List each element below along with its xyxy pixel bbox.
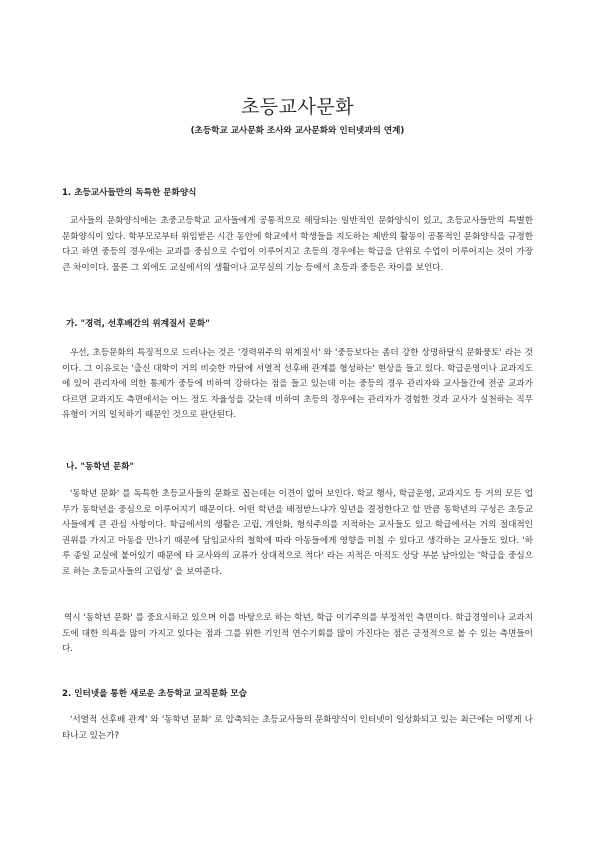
subsection-na-paragraph-2: 역시 '동학년 문화' 를 중요시하고 있으며 이를 바탕으로 하는 학년, 학급 이기주의를 부정적인 측면이다. 학급경영이나 교과지도에 대한 의욕을 많이 가지고 있다는 점과 그를 위한 기인적 연수기회를 많이 가진다는 점은 긍정적으로 볼 수 있는 측면들이다. [62,613,533,655]
subsection-na-heading: 나. "동학년 문화" [66,462,135,472]
subsection-ga-heading: 가. "경력, 선후배간의 위계질서 문화" [66,319,210,329]
section2-paragraph: '서열적 선후배 관계' 와 '동학년 문화' 로 압축되는 초등교사들의 문화양식이 인터넷이 일상화되고 있는 최근에는 어떻게 나타나고 있는가? [62,715,533,741]
subsection-ga-paragraph: 우선, 초등문화의 특징적으로 드러나는 것은 '경력위주의 위계질서' 와 '중등보다는 좀더 강한 상명하달식 문화풍토' 라는 것이다. 그 이유로는 '출신 대학이 거의 비슷한 까닭에 서열적 선후배 관계를 형성하는' 현상을 들고 있다. 학급운영이나 교과지도에 있어 관리자에 의한 통제가 중등에 비하여 강하다는 점을 들고 있는데 이는 중등의 경우 관리자와 교사들간에 전공 교과가 다르면 교과지도 측면에서는 어느 정도 자율성을 갖는데 비하여 초등의 경우에는 관리자가 경험한 것과 교사가 실천하는 직무 유형이 거의 일치하기 때문인 것으로 판단된다. [62,348,533,421]
subsection-na-paragraph-1: '동학년 문화' 를 독특한 초등교사들의 문화로 꼽는데는 이견이 없어 보인다. 학교 행사, 학급운영, 교과지도 등 거의 모든 업무가 동학년을 중심으로 이루어지기 때문이다. 어떤 학년을 배정받느냐가 일년을 결정한다고 할 만큼 동학년의 구성은 초등교사들에게 큰 관심 사항이다. 학급에서의 생활은 고립, 개인화, 형식주의를 지적하는 교사들도 있고 학급에서는 거의 절대적인 권위를 가지고 아동을 만나기 때문에 담임교사의 철학에 따라 아동들에게 영향을 미칠 수 있다고 생각하는 교사들도 있다. '하루 종일 교실에 붙어있기 때문에 타 교사와의 교류가 상대적으로 적다' 라는 지적은 아직도 상당 부분 남아있는 '학급을 중심으로 하는 초등교사들의 고립성' 을 보여준다. [62,489,533,577]
section2-heading: 2. 인터넷을 통한 새로운 초등학교 교직문화 모습 [62,689,247,699]
document-title: 초등교사문화 [240,96,355,118]
section1-paragraph: 교사들의 문화양식에는 초중고등학교 교사들에게 공통적으로 해당되는 일반적인 문화양식이 있고, 초등교사들만의 특별한 문화양식이 있다. 학부모로부터 위임받은 시간 동안에 학교에서 학생들을 지도하는 제반의 활동이 공통적인 문화양식을 규정한다고 하면 중등의 경우에는 교과를 중심으로 수업이 이루어지고 초등의 경우에는 학급을 단위로 수업이 이루어지는 것이 가장 큰 차이이다. 물론 그 외에도 교실에서의 생활이나 교무실의 기능 등에서 초등과 중등은 차이를 보인다. [62,216,533,273]
document-subtitle: (초등학교 교사문화 조사와 교사문화와 인터넷과의 연계) [190,126,405,136]
section1-heading: 1. 초등교사들만의 독특한 문화양식 [62,188,197,198]
